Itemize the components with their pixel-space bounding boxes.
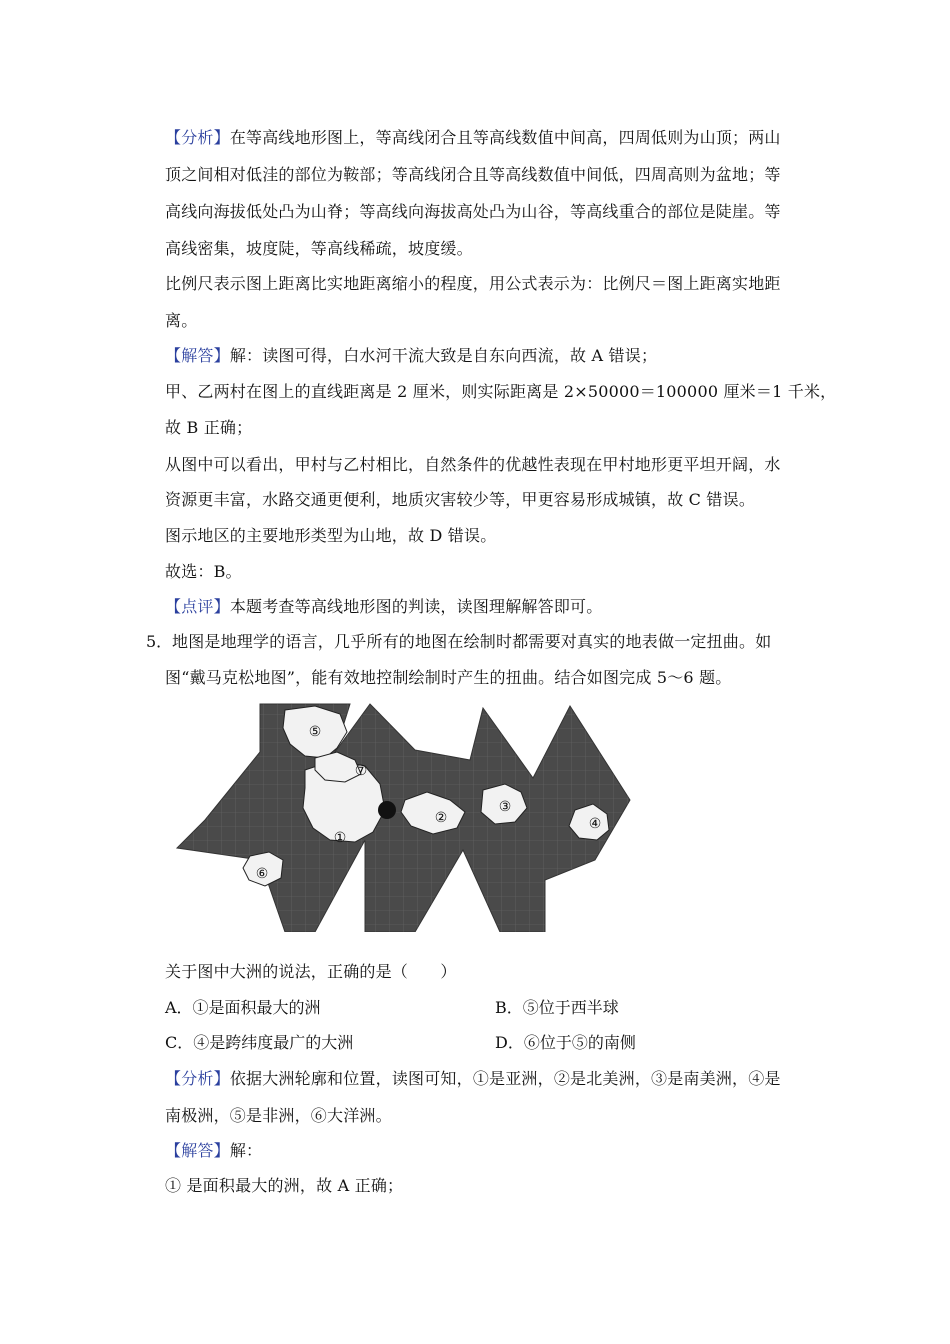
comment-tag: 【点评】 [165,597,230,616]
analysis2-text: 依据大洲轮廓和位置，读图可知，①是亚洲，②是北美洲，③是南美洲，④是 [229,1069,781,1088]
answer-line-7: 故选：B。 [165,562,242,581]
map-label-1: ① [333,830,347,846]
analysis2-line-1 [165,1069,815,1089]
answer2-tag: 【解答】 [165,1141,230,1160]
answer-line-3: 故 B 正确； [165,418,253,437]
answer-tag: 【解答】 [165,346,230,365]
comment-line [165,597,815,617]
answer2-text: 解： [229,1141,263,1160]
analysis-line-2: 顶之间相对低洼的部位为鞍部；等高线闭合且等高线数值中间低，四周高则为盆地；等 [165,165,781,184]
option-a: A．①是面积最大的洲 [165,998,321,1017]
map-label-5: ⑤ [308,724,322,740]
analysis-line-4: 高线密集，坡度陡，等高线稀疏，坡度缓。 [165,239,473,258]
map-label-4: ④ [588,816,602,832]
option-b: B．⑤位于西半球 [495,998,619,1017]
answer2-line-2: ① 是面积最大的洲，故 A 正确； [165,1176,404,1195]
question-stem: 关于图中大洲的说法，正确的是（ ） [165,962,457,981]
map-center-mark [378,801,396,819]
map-label-6: ⑥ [255,866,269,882]
analysis2-line-2: 南极洲，⑤是非洲，⑥大洋洲。 [165,1106,392,1125]
analysis2-tag: 【分析】 [165,1069,230,1088]
dymaxion-map [165,700,635,932]
map-label-2: ② [434,810,448,826]
answer-line-1 [165,346,815,366]
answer2-line-1 [165,1141,815,1161]
ocean-net [177,704,630,932]
analysis-text: 在等高线地形图上，等高线闭合且等高线数值中间高，四周低则为山顶；两山 [229,128,781,147]
answer-line-2: 甲、乙两村在图上的直线距离是 2 厘米，则实际距离是 2×50000＝100000 厘米＝1 千米， [165,382,837,401]
map-label-7: ⑦ [354,763,368,779]
analysis-line-6: 离。 [165,311,198,330]
question-line-2: 图“戴马克松地图”，能有效地控制绘制时产生的扭曲。结合如图完成 5～6 题。 [165,668,732,687]
analysis-line-3: 高线向海拔低处凸为山脊；等高线向海拔高处凸为山谷，等高线重合的部位是陡崖。等 [165,202,781,221]
question-line-1: 地图是地理学的语言，几乎所有的地图在绘制时都需要对真实的地表做一定扭曲。如 [172,632,772,651]
analysis-line-1 [165,128,815,148]
map-label-3: ③ [498,799,512,815]
dymaxion-map-figure [165,700,635,932]
answer-line-4: 从图中可以看出，甲村与乙村相比，自然条件的优越性表现在甲村地形更平坦开阔，水 [165,455,781,474]
option-c: C．④是跨纬度最广的大洲 [165,1033,354,1052]
answer-line-6: 图示地区的主要地形类型为山地，故 D 错误。 [165,526,497,545]
answer-text: 解：读图可得，白水河干流大致是自东向西流，故 A 错误； [229,346,658,365]
analysis-line-5: 比例尺表示图上距离比实地距离缩小的程度，用公式表示为：比例尺＝图上距离实地距 [165,274,781,293]
option-d: D．⑥位于⑤的南侧 [495,1033,636,1052]
question-number: 5． [146,632,173,651]
comment-text: 本题考查等高线地形图的判读，读图理解解答即可。 [229,597,603,616]
answer-line-5: 资源更丰富，水路交通更便利，地质灾害较少等，甲更容易形成城镇，故 C 错误。 [165,490,756,509]
analysis-tag: 【分析】 [165,128,230,147]
